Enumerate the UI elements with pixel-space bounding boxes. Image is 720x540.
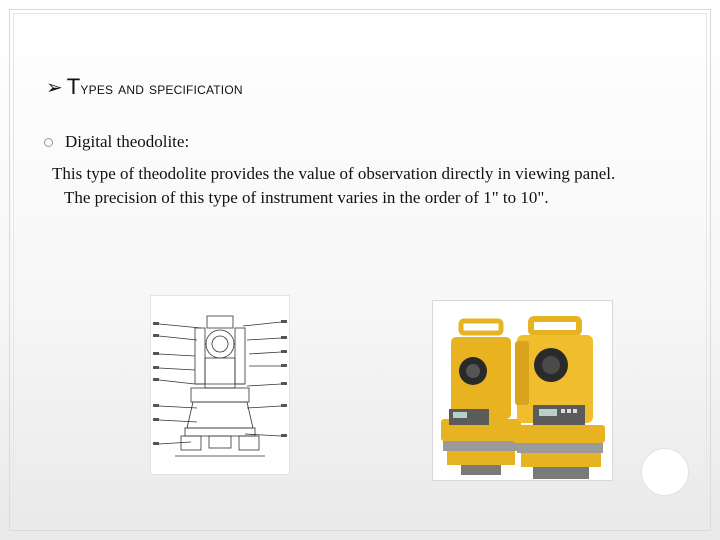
decorative-circle bbox=[641, 448, 689, 496]
digital-theodolite-photo bbox=[432, 300, 613, 481]
title-first-letter: T bbox=[66, 74, 81, 99]
arrow-bullet-icon: ➢ bbox=[46, 75, 63, 99]
title-rest: ypes and specification bbox=[80, 79, 243, 98]
digital-theodolite-photo-icon bbox=[433, 301, 612, 480]
ring-bullet-icon bbox=[44, 138, 53, 147]
slide-title bbox=[67, 74, 243, 100]
slide-title-row bbox=[46, 74, 243, 100]
bullet-text: Digital theodolite: bbox=[65, 132, 190, 151]
theodolite-diagram-icon bbox=[151, 296, 289, 474]
theodolite-diagram-image bbox=[150, 295, 290, 475]
description-paragraph: This type of theodolite provides the value of observation directly in viewing panel. The precision of this type of instrument varies in the order of 1" to 10". bbox=[52, 164, 616, 207]
bullet-item bbox=[44, 132, 189, 152]
